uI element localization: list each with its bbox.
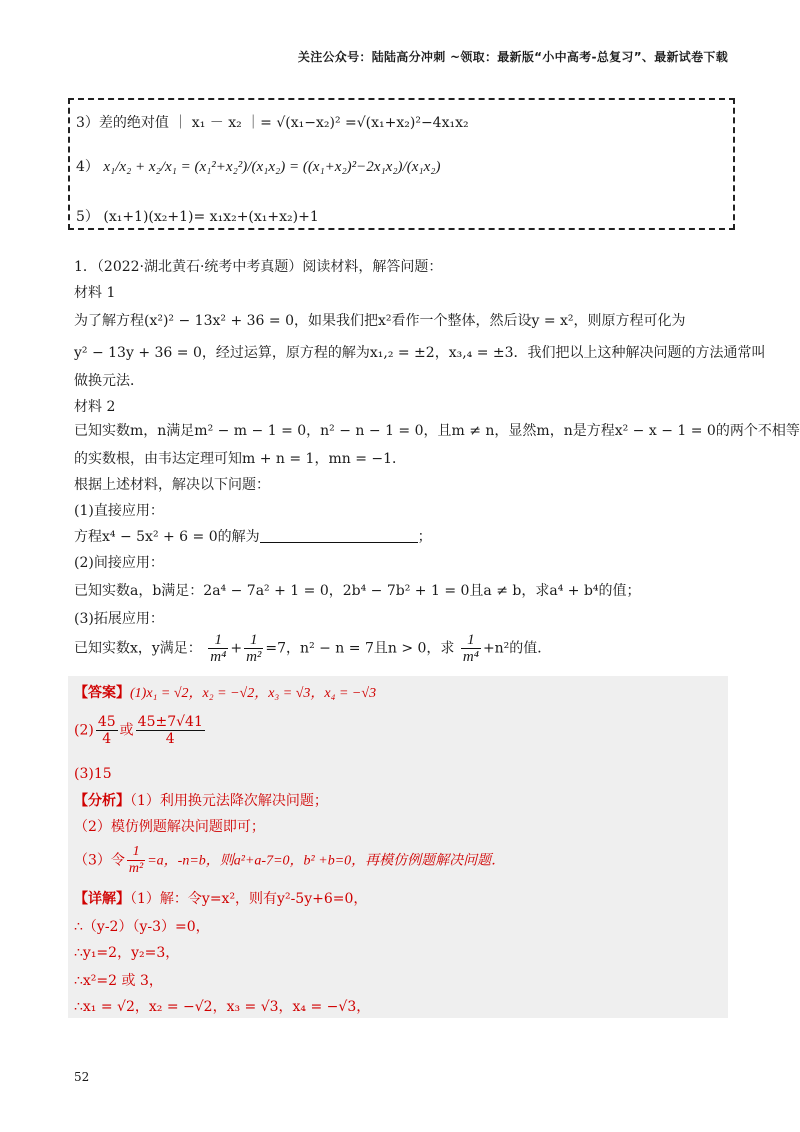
material-1-line-1: 为了解方程(x²)² − 13x² + 36 = 0，如果我们把x²看作一个整体，然后设y = x²，则原方程可化为	[74, 313, 686, 329]
answer-tag: 【答案】	[74, 685, 130, 701]
detail-line-5: ∴x₁ = √2，x₂ = −√2，x₃ = √3，x₄ = −√3，	[74, 999, 371, 1015]
detail-line-4: ∴x²=2 或 3，	[74, 973, 163, 989]
question-3-text-b: ，n² − n = 7且n > 0，求	[286, 640, 455, 657]
detail-1: （1）解：令y=x²，则有y²-5y+6=0，	[130, 891, 368, 907]
analysis-1: （1）利用换元法降次解决问题；	[130, 793, 328, 809]
answer-2-fraction-1: $\frac{45}{4}$	[97, 714, 116, 747]
analysis-tag: 【分析】	[74, 793, 130, 809]
analysis-line-1	[74, 790, 328, 810]
question-3-text-a: 已知实数x，y满足：	[74, 640, 202, 657]
question-3-title: (3)拓展应用：	[74, 611, 164, 627]
instruction: 根据上述材料，解决以下问题：	[74, 477, 270, 493]
answer-1: (1)x₁ = √2，x₂ = −√2，x₃ = √3，x₄ = −√3	[130, 686, 377, 701]
analysis-3-prefix: （3）令	[74, 852, 125, 869]
material-2-line-2: 的实数根，由韦达定理可知m + n = 1，mn = −1．	[74, 451, 407, 467]
formula-line-5: 5） (x₁+1)(x₂+1)= x₁x₂+(x₁+x₂)+1	[76, 209, 319, 225]
question-1	[74, 526, 432, 546]
fraction-1-over-m2: $\frac{1}{\text{m²}}$	[246, 632, 262, 665]
question-1-end: ；	[417, 529, 432, 545]
answer-2-prefix: (2)	[74, 722, 94, 739]
answer-blank[interactable]	[260, 529, 418, 543]
question-1-text: 方程x⁴ − 5x² + 6 = 0的解为	[74, 529, 260, 545]
material-2-line-1: 已知实数m，n满足m² − m − 1 = 0，n² − n − 1 = 0，且m ≠ n，显然m，n是方程x² − x − 1 = 0的两个不相等	[74, 423, 800, 439]
analysis-line-3	[74, 844, 505, 877]
answer-line-2	[74, 714, 207, 747]
formula-line-4	[76, 156, 440, 176]
detail-tag: 【详解】	[74, 891, 130, 907]
formula-line-4-label: 4）	[76, 159, 99, 175]
page-header: 关注公众号：陆陆高分冲刺 ~领取：最新版“小中高考-总复习”、最新试卷下载	[297, 50, 728, 64]
analysis-line-2: （2）模仿例题解决问题即可；	[74, 819, 265, 835]
material-1-line-2: y² − 13y + 36 = 0，经过运算，原方程的解为x₁,₂ = ±2，x₃,₄ = ±3．我们把以上这种解决问题的方法通常叫	[74, 345, 766, 361]
detail-line-1	[74, 888, 367, 908]
question-3-text-c: 的值．	[509, 640, 552, 657]
formula-line-3: 3）差的绝对值 ｜ x₁ － x₂ ｜= √(x₁−x₂)² =√(x₁+x₂)²−4x₁x₂	[76, 115, 469, 131]
detail-line-2: ∴（y-2）（y-3）=0，	[74, 919, 210, 935]
question-1-title: (1)直接应用：	[74, 503, 164, 519]
answer-line-3: (3)15	[74, 766, 112, 782]
problem-intro: 1．（2022·湖北黄石·统考中考真题）阅读材料，解答问题：	[74, 259, 443, 275]
fraction-1-over-m4-b: $\frac{1}{\text{m⁴}}$	[462, 632, 479, 665]
analysis-3-suffix: =a，-n=b，则a²+a-7=0，b² +b=0，再模仿例题解决问题．	[147, 853, 506, 869]
answer-panel	[68, 676, 728, 1018]
formula-line-4-expr: x₁/x₂ + x₂/x₁ = (x₁²+x₂²)/(x₁x₂) = ((x₁+x₂)²−2x₁x₂)/(x₁x₂)	[103, 159, 441, 175]
material-1-line-3: 做换元法．	[74, 373, 144, 389]
question-2-title: (2)间接应用：	[74, 555, 164, 571]
answer-line-1	[74, 682, 376, 702]
fraction-1-over-m2-analysis: $\frac{1}{\text{m²}}$	[128, 844, 144, 876]
answer-2-or: 或	[119, 722, 134, 739]
answer-2-fraction-2: $\frac{45\pm 7√41}{4}$	[137, 714, 203, 747]
material-2-title: 材料 2	[74, 399, 116, 415]
question-2-text: 已知实数a，b满足：2a⁴ − 7a² + 1 = 0，2b⁴ − 7b² + 1 = 0且a ≠ b，求a⁴ + b⁴的值；	[74, 583, 641, 599]
detail-line-3: ∴y₁=2，y₂=3，	[74, 945, 180, 961]
question-3: 已知实数x，y满足： $\frac{1}{\text{m⁴}}$ + $\frac{1}{\text{m²}}$ =7，n² − n = 7且n > 0，求 $\frac{1}{\text{m⁴}}$ +n²的值．	[74, 632, 552, 665]
page-number: 52	[74, 1070, 90, 1084]
material-1-title: 材料 1	[74, 285, 116, 301]
fraction-1-over-m4: $\frac{1}{\text{m⁴}}$	[210, 632, 227, 665]
formula-summary-box	[68, 98, 735, 230]
